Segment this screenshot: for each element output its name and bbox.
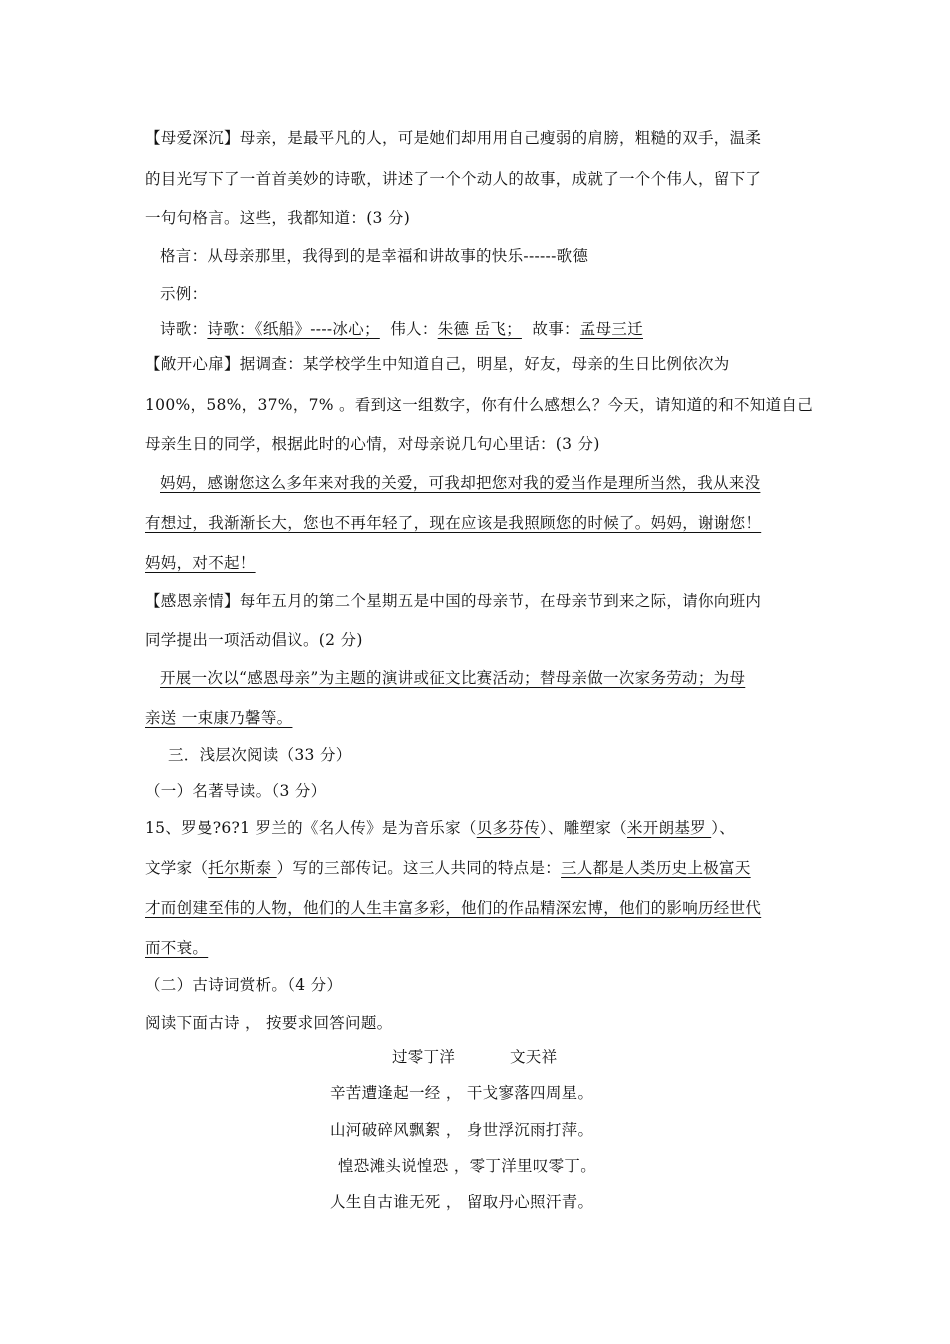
mother-love-line-3: 一句句格言。这些，我都知道：(3 分) [145,209,411,227]
poetry-instruction: 阅读下面古诗 ， 按要求回答问题。 [145,1014,393,1032]
answer-sculptor: 米开朗基罗 [626,819,712,837]
open-heart-line-2: 100%，58%，37%，7% 。看到这一组数字，你有什么感想么？今天，请知道的和不知道自己 [145,396,814,414]
gratitude-answer-1: 开展一次以“感恩母亲”为主题的演讲或征文比赛活动；替母亲做一次家务劳动；为母 [160,669,746,687]
open-heart-answer-1: 妈妈，感谢您这么多年来对我的关爱，可我却把您对我的爱当作是理所当然，我从来没 [160,474,761,492]
question-15-line-1: 15、罗曼?6?1 罗兰的《名人传》是为音乐家（贝多芬传）、雕塑家（米开朗基罗 ）、 [145,819,736,837]
maxim-line: 格言：从母亲那里，我得到的是幸福和讲故事的快乐------歌德 [160,247,589,265]
poem-line-4: 人生自古谁无死 ， 留取丹心照汗青。 [330,1193,594,1211]
example-answers [160,318,643,340]
example-label: 示例： [160,285,208,303]
mother-love-line-2: 的目光写下了一首首美妙的诗歌，讲述了一个个动人的故事，成就了一个个伟人，留下了 [145,170,762,188]
story-answer: 孟母三迁 [579,320,643,338]
answer-musician: 贝多芬传 [476,819,540,837]
open-heart-answer-2: 有想过，我渐渐长大，您也不再年轻了，现在应该是我照顾您的时候了。妈妈，谢谢您！ [145,514,762,532]
poem-title: 过零丁洋 [392,1048,456,1066]
question-15-line-4: 而不衰。 [145,939,209,957]
answer-writer: 托尔斯泰 [208,859,277,877]
great-person-answer: 朱德 岳飞； [437,320,522,338]
great-person-label: 伟人： [390,320,438,338]
poem-answer: 诗歌：《纸船》----冰心； [207,320,380,338]
question-15-line-3: 才而创建至伟的人物，他们的人生丰富多彩，他们的作品精深宏博，他们的影响历经世代 [145,899,762,917]
poetry-heading: （二）古诗词赏析。（4 分） [145,976,343,994]
open-heart-answer-3: 妈妈，对不起！ [145,554,256,572]
story-label: 故事： [532,320,580,338]
gratitude-line-2: 同学提出一项活动倡议。(2 分) [145,631,363,649]
poem-line-1: 辛苦遭逢起一经 ， 干戈寥落四周星。 [330,1084,594,1102]
question-15-line-2: 文学家（托尔斯泰 ）写的三部传记。这三人共同的特点是：三人都是人类历史上极富天 [145,859,751,877]
section-3-title: 三．浅层次阅读（33 分） [168,746,352,764]
poem-author: 文天祥 [510,1048,558,1066]
gratitude-line-1: 【感恩亲情】每年五月的第二个星期五是中国的母亲节，在母亲节到来之际，请你向班内 [145,592,762,610]
gratitude-answer-2: 亲送 一束康乃馨等。 [145,709,293,727]
classics-reading-heading: （一）名著导读。（3 分） [145,782,327,800]
poem-line-2: 山河破碎风飘絮 ， 身世浮沉雨打萍。 [330,1121,594,1139]
poem-line-3: 惶恐滩头说惶恐 ，零丁洋里叹零丁。 [338,1157,597,1175]
open-heart-line-3: 母亲生日的同学，根据此时的心情，对母亲说几句心里话：(3 分) [145,435,600,453]
answer-common-trait-start: 三人都是人类历史上极富天 [561,859,751,877]
mother-love-line-1: 【母爱深沉】母亲，是最平凡的人，可是她们却用用自己瘦弱的肩膀，粗糙的双手，温柔 [145,129,762,147]
poem-label: 诗歌： [160,320,208,338]
open-heart-line-1: 【敞开心扉】据调查：某学校学生中知道自己，明星，好友，母亲的生日比例依次为 [145,355,730,373]
